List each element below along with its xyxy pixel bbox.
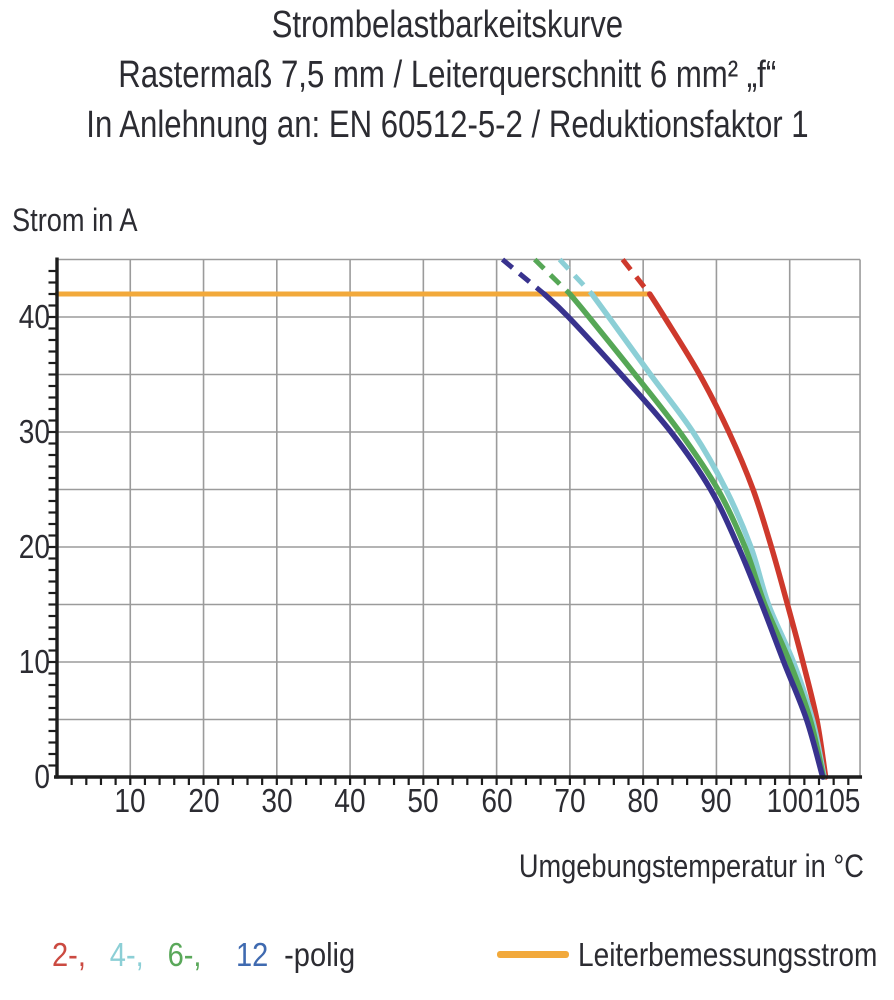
- y-tick-label: 40: [18, 298, 50, 335]
- x-tick-label: 105: [813, 782, 860, 819]
- reference-line-label: Leiterbemessungsstrom: [578, 936, 878, 973]
- y-axis-label: Strom in A: [12, 202, 138, 238]
- y-tick-label: 30: [18, 413, 50, 450]
- chart-title-line3: In Anlehnung an: EN 60512-5-2 / Reduktionsfaktor 1: [85, 104, 809, 146]
- legend-poles: [52, 936, 355, 974]
- chart-title-line1: Strombelastbarkeitskurve: [271, 4, 623, 46]
- x-tick-label: 20: [187, 782, 220, 819]
- x-tick-label: 30: [261, 782, 293, 819]
- legend-4-polig: 4-,: [109, 936, 144, 973]
- x-tick-label: 40: [334, 782, 366, 819]
- reference-line-swatch: [497, 951, 569, 958]
- legend-2-polig: 2-,: [52, 936, 86, 973]
- x-tick-label: 60: [481, 782, 513, 819]
- curve-dashed-4-polig: [560, 260, 592, 295]
- x-tick-label: 70: [554, 782, 586, 819]
- x-axis-label: Umgebungstemperatur in °C: [519, 848, 864, 884]
- y-tick-label: 20: [18, 528, 50, 565]
- curve-dashed-2-polig: [623, 260, 650, 295]
- legend-6-polig: 6-,: [167, 936, 202, 973]
- x-tick-label: 50: [407, 782, 439, 819]
- legend-polig-suffix: -polig: [284, 936, 356, 973]
- curve-12-polig: [544, 294, 822, 777]
- x-tick-label: 100: [766, 782, 814, 819]
- x-tick-label: 80: [627, 782, 659, 819]
- legend-12-polig: 12: [235, 936, 269, 973]
- y-tick-label: 10: [18, 643, 50, 680]
- y-tick-label: 0: [34, 758, 50, 795]
- chart-title-line2: Rastermaß 7,5 mm / Leiterquerschnitt 6 mm² „f“: [117, 54, 776, 96]
- x-tick-label: 10: [114, 782, 146, 819]
- x-tick-label: 90: [700, 782, 733, 819]
